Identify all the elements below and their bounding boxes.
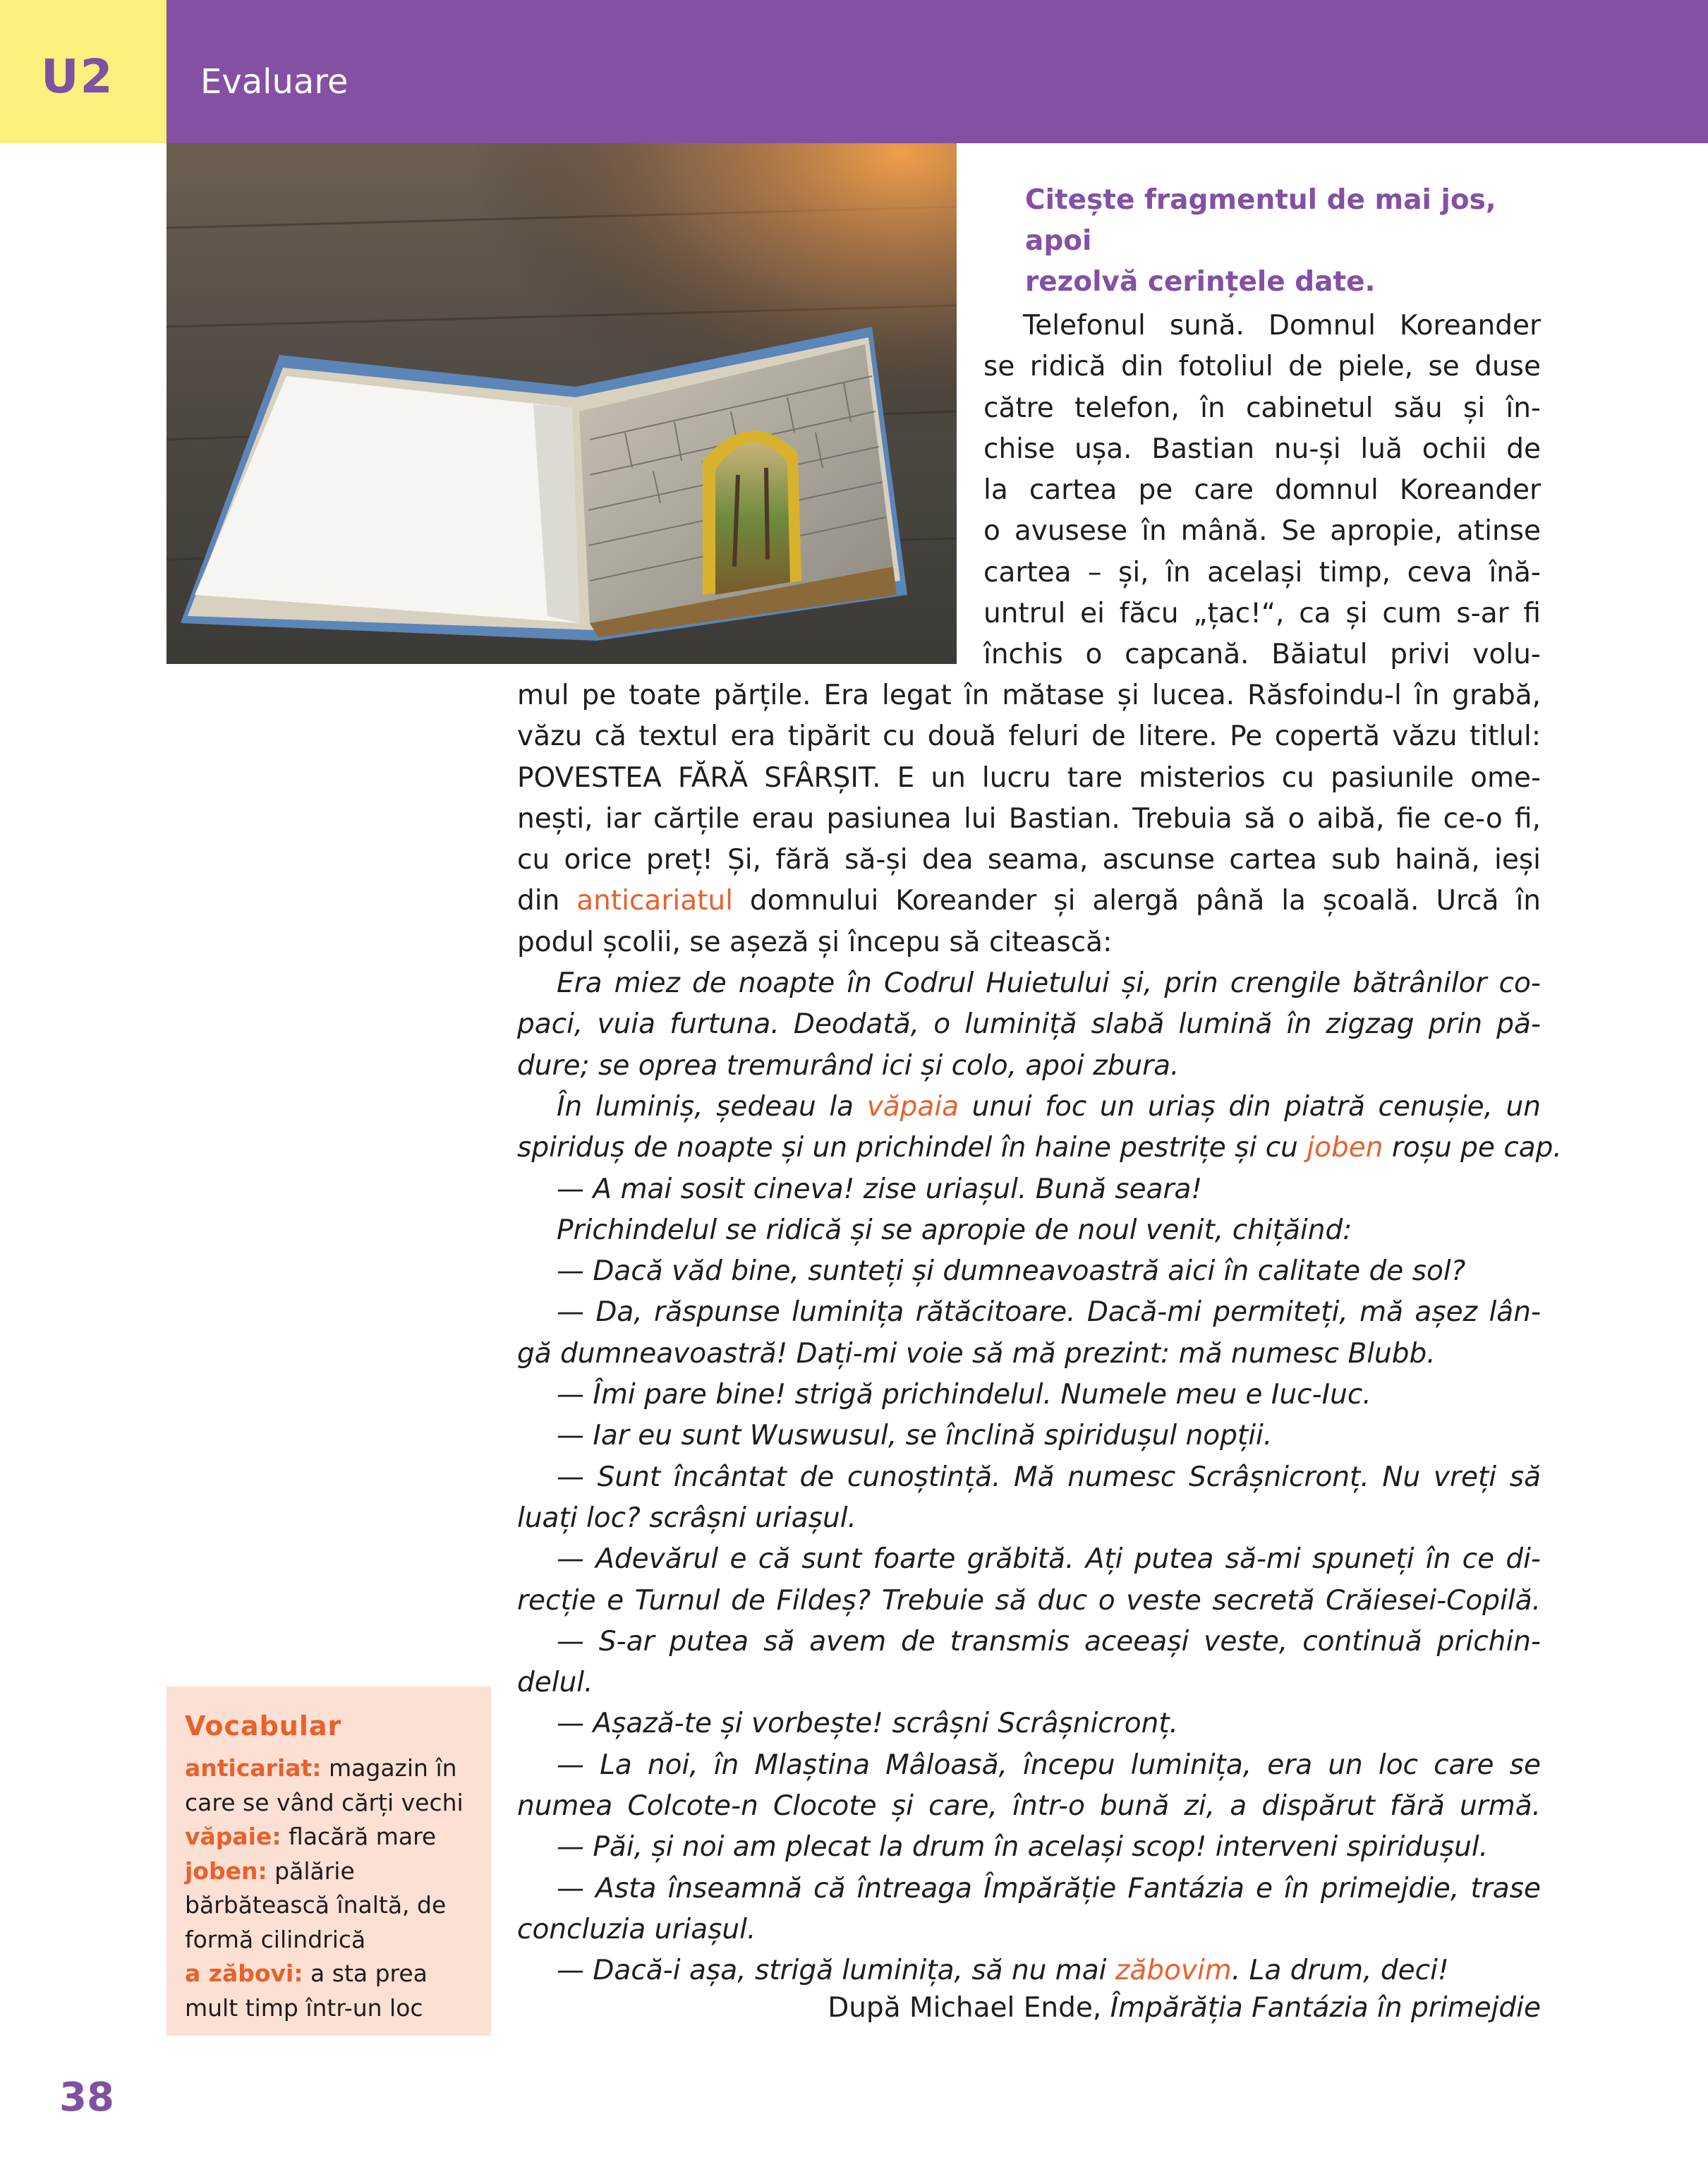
text-line: — La noi, în Mlaștina Mâloasă, începu luminița, era un loc care se [557, 1749, 1541, 1781]
text-fragment: spiriduș de noapte și un prichindel în haine pestrițe și cu [517, 1132, 1307, 1164]
text-line: nești, iar cărțile erau pasiunea lui Bastian. Trebuia să o aibă, fie ce-o fi, [517, 802, 1541, 835]
text-line [517, 1087, 1541, 1128]
text-line: Prichindelul se ridică și se apropie de noul venit, chițăind: [557, 1214, 1352, 1246]
vocabulary-definition: bărbătească înaltă, de [185, 1891, 447, 1919]
text-line: — Sunt încântat de cunoștință. Mă numesc Scrâșnicronț. Nu vreți să [557, 1461, 1541, 1493]
vocab-term-highlight: zăbovim [1115, 1955, 1232, 1987]
text-line: — Da, răspunse luminița rătăcitoare. Dacă-mi permiteți, mă așez lân- [557, 1296, 1541, 1329]
text-line: luați loc? scrâșni uriașul. [517, 1502, 856, 1534]
text-line: — Iar eu sunt Wuswusul, se înclină spiridușul nopții. [557, 1420, 1273, 1452]
vocabulary-title: Vocabular [185, 1710, 342, 1742]
text-fragment: roșu pe cap. [1383, 1132, 1562, 1164]
text-line: dure; se oprea tremurând ici și colo, apoi zbura. [517, 1049, 1180, 1082]
text-line: — Îmi pare bine! strigă prichindelul. Numele meu e Iuc-Iuc. [557, 1379, 1371, 1411]
vocabulary-definition: formă cilindrică [185, 1925, 366, 1953]
vocabulary-term: anticariat: [185, 1754, 322, 1782]
story-text-wide [517, 675, 1562, 1992]
vocabulary-term: văpaie: [185, 1823, 281, 1850]
vocabulary-definition: flacără mare [281, 1823, 437, 1850]
text-line: gă dumneavoastră! Dați-mi voie să mă prezint: mă numesc Blubb. [517, 1337, 1436, 1370]
text-line: POVESTEA FĂRĂ SFÂRȘIT. E un lucru tare misterios cu pasiunile ome- [517, 761, 1541, 794]
open-book-image [166, 143, 957, 664]
vocabulary-entry [185, 1854, 491, 1957]
text-line: concluzia uriașul. [517, 1913, 756, 1945]
text-line: se ridică din fotoliul de piele, se duse [983, 351, 1541, 383]
text-line: văzu că textul era tipărit cu două feluri de litere. Pe copertă văzu titlul: [517, 720, 1541, 753]
text-line: — A mai sosit cineva! zise uriașul. Bună seara! [557, 1173, 1203, 1205]
vocabulary-definition: magazin în [321, 1754, 457, 1782]
text-line: — Păi, și noi am plecat la drum în același scop! interveni spiridușul. [557, 1831, 1489, 1864]
text-fragment: din [517, 885, 577, 917]
source-title: Împărăția Fantázia în primejdie [1110, 1992, 1541, 2024]
text-fragment: unui foc un uriaș din piatră cenușie, un [959, 1090, 1541, 1123]
text-line [517, 1950, 1541, 1991]
text-fragment: — Dacă-i așa, strigă luminița, să nu mai [557, 1955, 1115, 1987]
text-line: recție e Turnul de Fildeș? Trebuie să duc o veste secretă Crăiesei-Copilă. [517, 1584, 1541, 1617]
vocabulary-entry [185, 1820, 491, 1854]
text-line: către telefon, în cabinetul său și în- [983, 392, 1541, 424]
text-line: — Asta înseamnă că întreaga Împărăție Fantázia e în primejdie, trase [557, 1872, 1541, 1905]
text-line: la cartea pe care domnul Koreander [983, 474, 1541, 507]
vocabulary-term: a zăbovi: [185, 1960, 303, 1987]
unit-badge [0, 0, 166, 143]
vocabulary-definition: pălărie [267, 1857, 355, 1885]
instruction-text [1025, 180, 1547, 303]
text-line: numea Colcote-n Clocote și care, într-o bună zi, a dispărut fără urmă. [517, 1790, 1541, 1823]
vocab-term-highlight: anticariatul [576, 885, 733, 917]
text-line: închis o capcană. Băiatul privi volu- [983, 639, 1541, 671]
text-line: — Dacă văd bine, sunteți și dumneavoastră aici în calitate de sol? [557, 1255, 1466, 1288]
vocabulary-box [166, 1686, 491, 2036]
vocabulary-entry [185, 1957, 491, 2025]
text-line: Era miez de noapte în Codrul Huietului și, prin crengile bătrânilor co- [557, 967, 1541, 1000]
story-text-narrow [983, 306, 1541, 676]
vocabulary-definition: a sta prea [303, 1960, 428, 1987]
text-line [517, 881, 1541, 922]
instruction-line: rezolvă cerințele date. [1025, 266, 1376, 298]
vocabulary-definition: care se vând cărți vechi [185, 1788, 464, 1816]
text-line: cu orice preț! Și, fără să-și dea seama, ascunse cartea sub haină, ieși [517, 844, 1541, 876]
source-author: După Michael Ende, [828, 1992, 1110, 2024]
text-line: mul pe toate părțile. Era legat în mătase și lucea. Răsfoindu-l în grabă, [517, 680, 1541, 711]
text-line: cartea – și, în același timp, ceva înă- [983, 556, 1541, 588]
text-line: — Așază-te și vorbește! scrâșni Scrâșnicronț. [557, 1708, 1179, 1740]
text-line: — S-ar putea să avem de transmis aceeași veste, continuă prichin- [557, 1625, 1541, 1658]
section-title: Evaluare [200, 62, 349, 102]
text-line: paci, vuia furtuna. Deodată, o luminiță slabă lumină în zigzag prin pă- [517, 1008, 1541, 1041]
text-fragment: domnului Koreander și alergă până la școală. Urcă în [732, 885, 1541, 917]
text-line: Telefonul sună. Domnul Koreander [1023, 310, 1541, 342]
vocab-term-highlight: văpaia [866, 1090, 959, 1123]
text-line: chise ușa. Bastian nu-și luă ochii de [983, 433, 1541, 465]
text-line: podul școlii, se așeză și începu să citească: [517, 926, 1113, 958]
source-citation [828, 1992, 1541, 2024]
header-bar [166, 0, 1708, 143]
text-fragment: În luminiș, ședeau la [557, 1090, 867, 1123]
vocabulary-entry [185, 1751, 491, 1820]
vocabulary-definition: mult timp într-un loc [185, 1993, 423, 2022]
unit-label: U2 [41, 49, 114, 104]
text-line: delul. [517, 1667, 593, 1699]
text-line: o avusese în mână. Se apropie, atinse [983, 515, 1541, 548]
instruction-line: Citește fragmentul de mai jos, apoi [1025, 184, 1496, 257]
text-line: untrul ei făcu „țac!“, ca și cum s-ar fi [983, 598, 1541, 630]
text-line: — Adevărul e că sunt foarte grăbită. Ați putea să-mi spuneți în ce di- [557, 1543, 1541, 1576]
vocabulary-term: joben: [185, 1857, 267, 1885]
text-line [517, 1128, 1562, 1169]
text-fragment: . La drum, deci! [1231, 1955, 1449, 1987]
open-book-illustration [166, 143, 957, 664]
vocab-term-highlight: joben [1307, 1132, 1383, 1164]
page-number: 38 [59, 2075, 114, 2120]
